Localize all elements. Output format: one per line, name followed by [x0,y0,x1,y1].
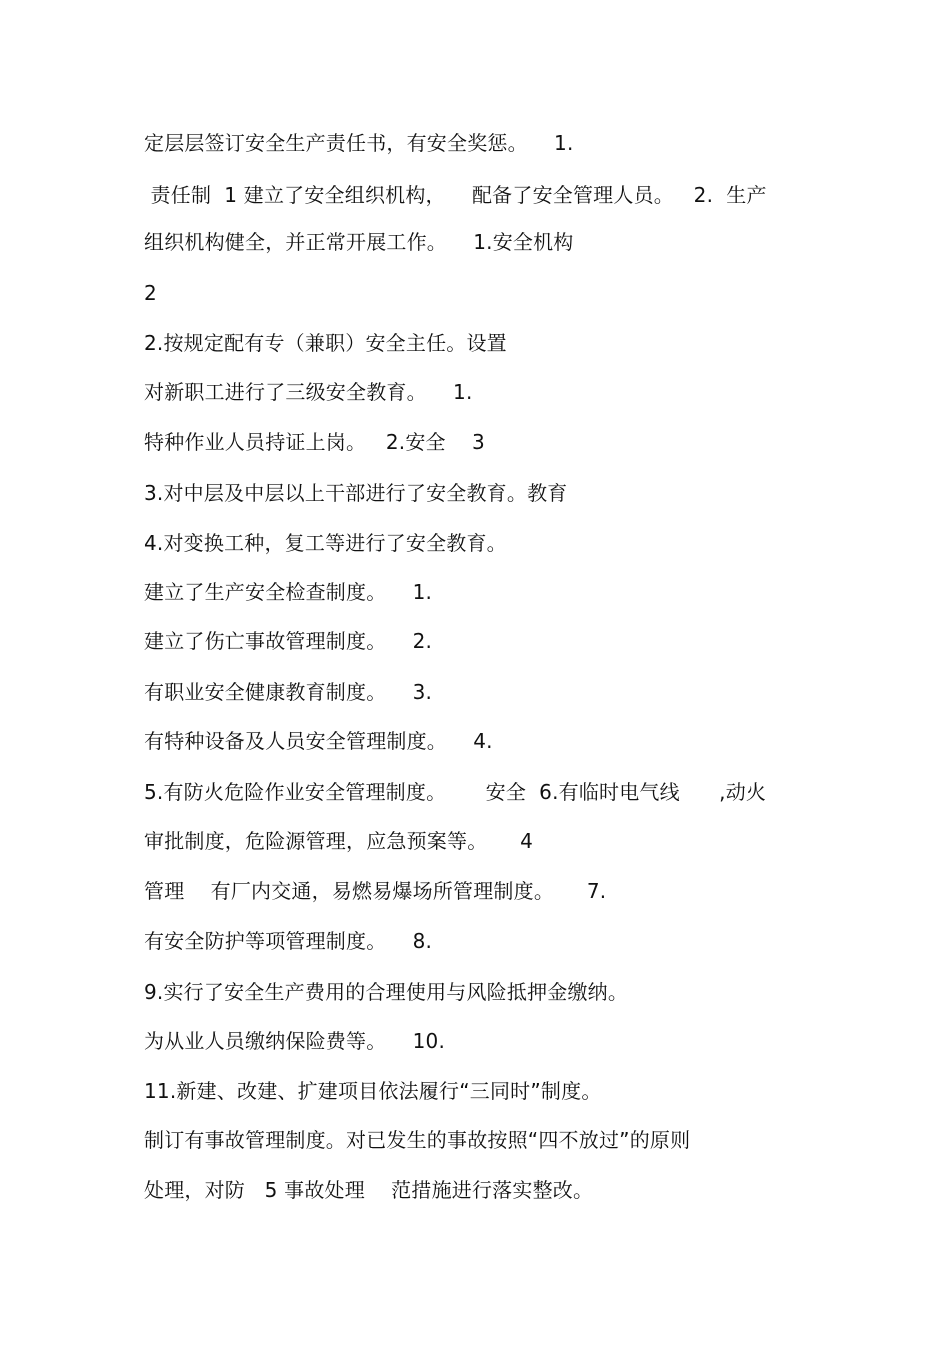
text-line: 建立了生产安全检查制度。 1. [144,580,433,604]
text-line: 审批制度，危险源管理，应急预案等。 4 [144,829,534,853]
text-line: 组织机构健全，并正常开展工作。 1.安全机构 [144,230,574,254]
text-line: 9.实行了安全生产费用的合理使用与风险抵押金缴纳。 [144,980,629,1004]
text-line: 4.对变换工种，复工等进行了安全教育。 [144,531,507,555]
text-line: 3.对中层及中层以上干部进行了安全教育。教育 [144,481,568,505]
text-line: 处理，对防 5 事故处理 范措施进行落实整改。 [144,1178,594,1202]
text-line: 2 [144,281,157,305]
text-line: 建立了伤亡事故管理制度。 2. [144,629,433,653]
text-line: 对新职工进行了三级安全教育。 1. [144,380,473,404]
text-line: 2.按规定配有专（兼职）安全主任。设置 [144,331,507,355]
text-line: 11.新建、改建、扩建项目依法履行“三同时”制度。 [144,1079,602,1103]
text-line: 有特种设备及人员安全管理制度。 4. [144,729,493,753]
text-line: 为从业人员缴纳保险费等。 10. [144,1029,446,1053]
text-line: 有职业安全健康教育制度。 3. [144,680,433,704]
text-line: 制订有事故管理制度。对已发生的事故按照“四不放过”的原则 [144,1128,691,1152]
text-line: 有安全防护等项管理制度。 8. [144,929,433,953]
text-line: 特种作业人员持证上岗。 2.安全 3 [144,430,485,454]
text-line: 5.有防火危险作业安全管理制度。 安全 6.有临时电气线 ,动火 [144,780,767,804]
text-line: 定层层签订安全生产责任书，有安全奖惩。 1. [144,131,574,155]
text-line: 责任制 1 建立了安全组织机构， 配备了安全管理人员。 2. 生产 [144,183,767,207]
text-line: 管理 有厂内交通，易燃易爆场所管理制度。 7. [144,879,607,903]
